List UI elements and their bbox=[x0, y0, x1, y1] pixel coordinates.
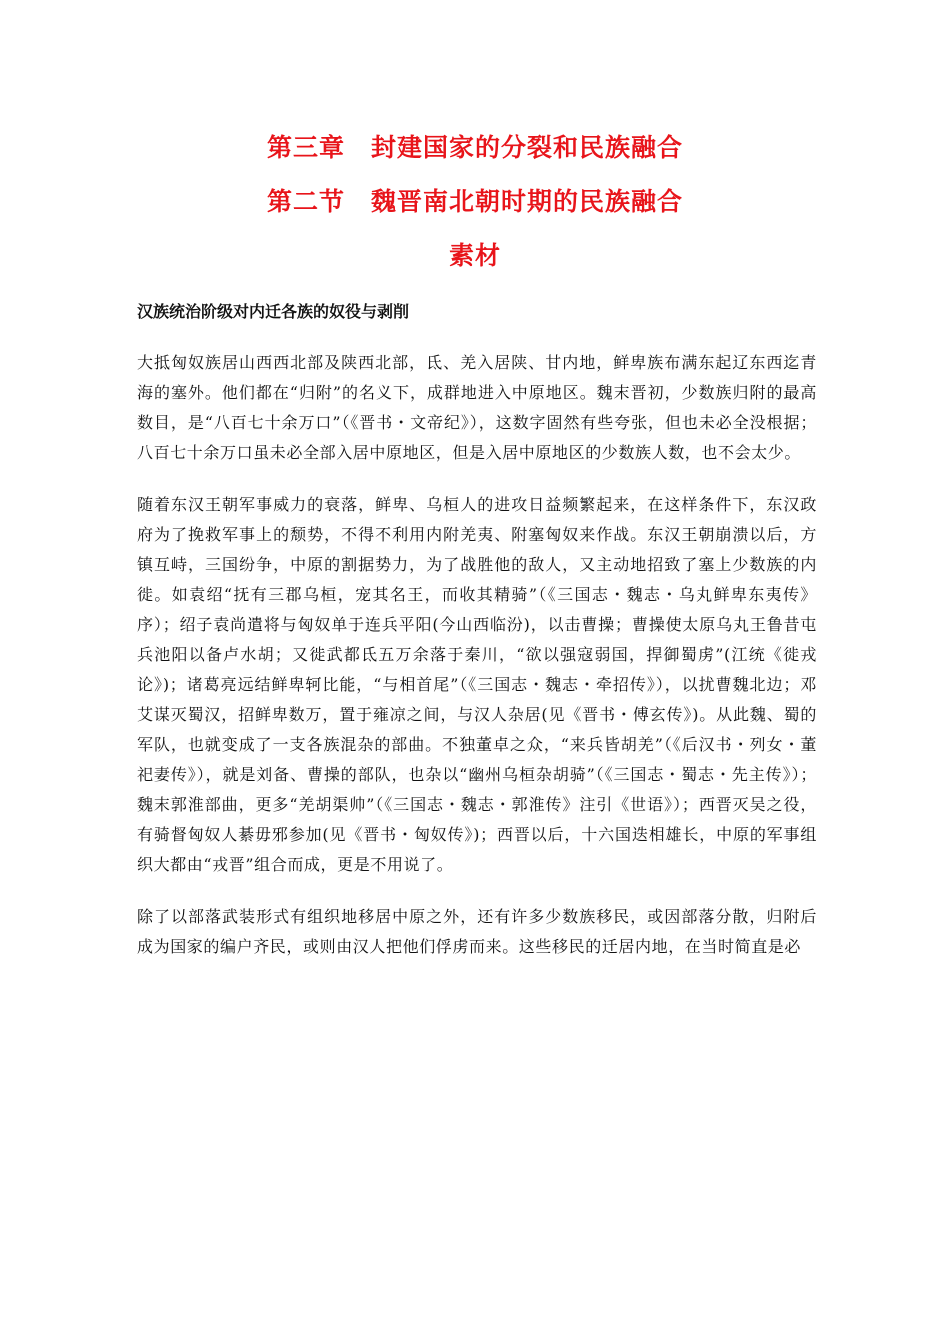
paragraph-3: 除了以部落武装形式有组织地移居中原之外，还有许多少数族移民，或因部落分散，归附后成为国家的编户齐民，或则由汉人把他们俘虏而来。这些移民的迁居内地，在当时简直是必 bbox=[137, 907, 817, 956]
chapter-title: 第三章 封建国家的分裂和民族融合 bbox=[266, 133, 683, 162]
title-block bbox=[0, 133, 950, 295]
material-title: 素材 bbox=[448, 241, 501, 270]
article-subheading: 汉族统治阶级对内迁各族的奴役与剥削 bbox=[137, 302, 410, 321]
paragraph-1: 大抵匈奴族居山西西北部及陕西北部，氐、羌入居陕、甘内地，鲜卑族布满东起辽东西迄青海的塞外。他们都在“归附”的名义下，成群地进入中原地区。魏末晋初，少数族归附的最高数目，是“八百七十余万口”（《晋书・文帝纪》），这数字固然有些夸张，但也未必全没根据；八百七十余万口虽未必全部入居中原地区，但是入居中原地区的少数族人数，也不会太少。 bbox=[137, 353, 817, 462]
paragraph-2: 随着东汉王朝军事威力的衰落，鲜卑、乌桓人的进攻日益频繁起来，在这样条件下，东汉政府为了挽救军事上的颓势，不得不利用内附羌夷、附塞匈奴来作战。东汉王朝崩溃以后，方镇互峙，三国纷争，中原的割据势力，为了战胜他的敌人，又主动地招致了塞上少数族的内徙。如袁绍“抚有三郡乌桓，宠其名王，而收其精骑”（《三国志・魏志・乌丸鲜卑东夷传》序）；绍子袁尚遣将与匈奴单于连兵平阳(今山西临汾)，以击曹操；曹操使太原乌丸王鲁昔屯兵池阳以备卢水胡；又徙武都氐五万余落于秦川，“欲以强寇弱国，捍御蜀虏”(江统《徙戎论》)；诸葛亮远结鲜卑轲比能，“与相首尾”（《三国志・魏志・牵招传》），以扰曹魏北边；邓艾谋灭蜀汉，招鲜卑数万，置于雍凉之间，与汉人杂居(见《晋书・傅玄传》)。从此魏、蜀的军队，也就变成了一支各族混杂的部曲。不独董卓之众，“来兵皆胡羌”（《后汉书・列女・董祀妻传》），就是刘备、曹操的部队，也杂以“幽州乌桓杂胡骑”（《三国志・蜀志・先主传》）；魏末郭淮部曲，更多“羌胡渠帅”（《三国志・魏志・郭淮传》注引《世语》）；西晋灭吴之役，有骑督匈奴人綦毋邪参加(见《晋书・匈奴传》)；西晋以后，十六国迭相雄长，中原的军事组织大都由“戎晋”组合而成，更是不用说了。 bbox=[137, 495, 817, 874]
article-body bbox=[137, 300, 817, 984]
section-title: 第二节 魏晋南北朝时期的民族融合 bbox=[266, 187, 683, 216]
